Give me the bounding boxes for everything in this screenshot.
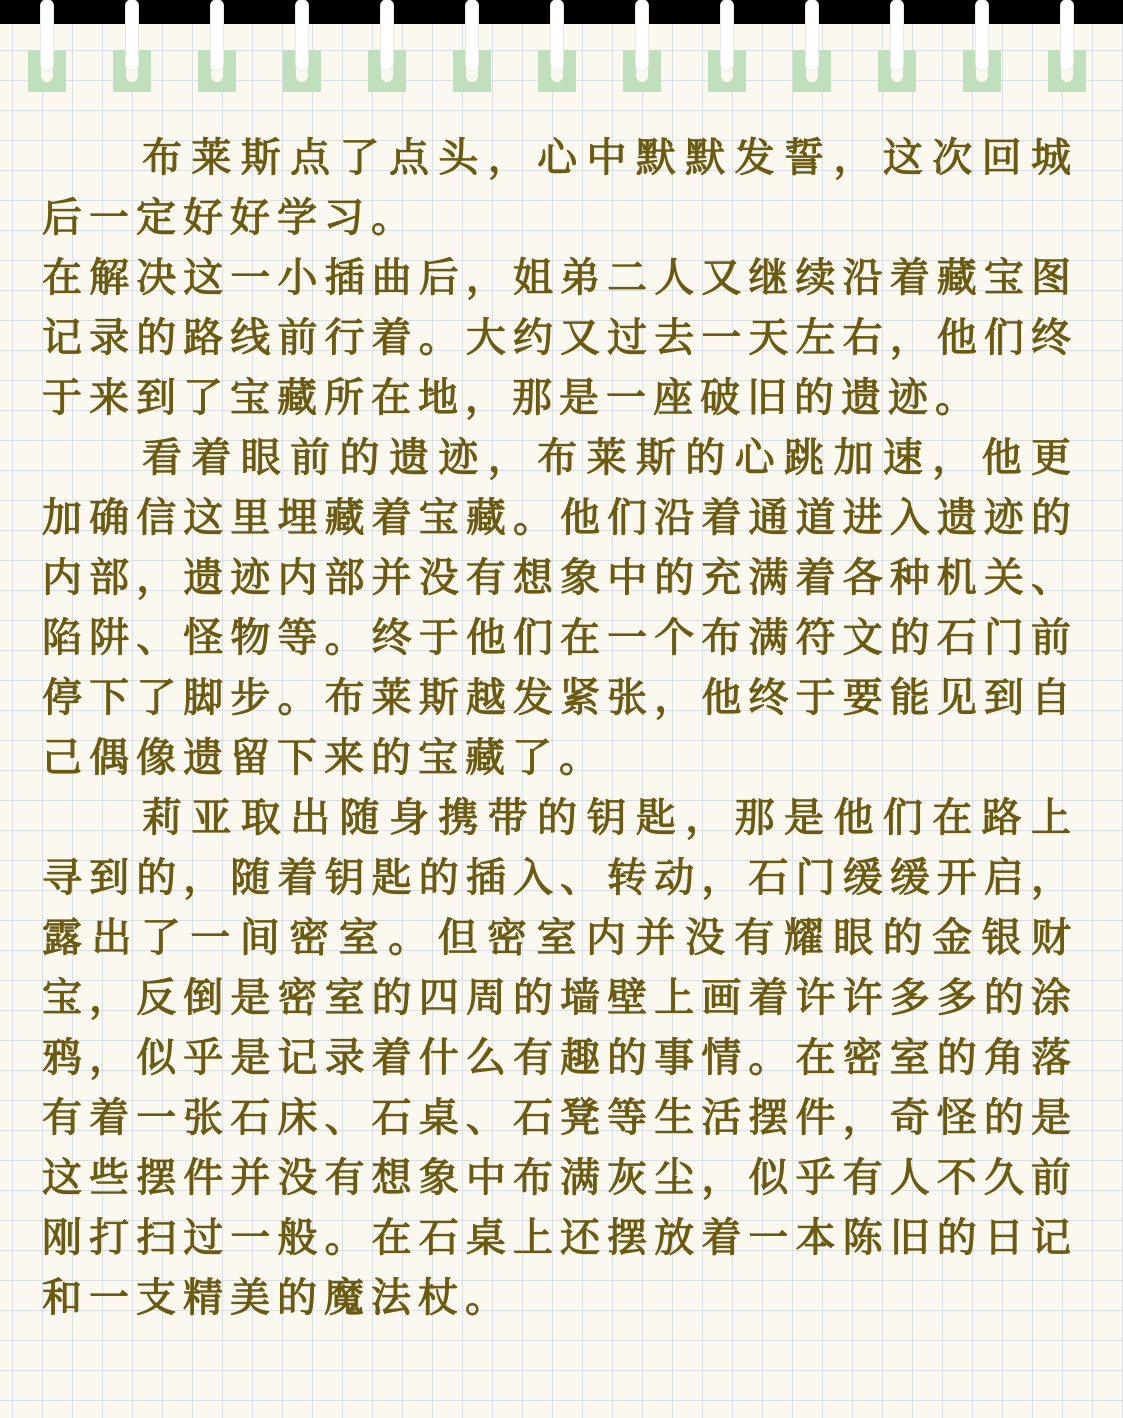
binding-ring <box>41 0 53 70</box>
paragraph: 看着眼前的遗迹，布莱斯的心跳加速，他更加确信这里埋藏着宝藏。他们沿着通道进入遗迹的内部，遗迹内部并没有想象中的充满着各种机关、陷阱、怪物等。终于他们在一个布满符文的石门前停下了脚步。布莱斯越发紧张，他终于要能见到自己偶像遗留下来的宝藏了。 <box>42 434 1078 781</box>
binding-ring <box>466 0 478 70</box>
binding-ring <box>296 0 308 70</box>
binding-ring <box>126 0 138 70</box>
paragraph: 莉亚取出随身携带的钥匙，那是他们在路上寻到的，随着钥匙的插入、转动，石门缓缓开启，露出了一间密室。但密室内并没有耀眼的金银财宝，反倒是密室的四周的墙壁上画着许许多多的涂鸦，似乎是记录着什么有趣的事情。在密室的角落有着一张石床、石桌、石凳等生活摆件，奇怪的是这些摆件并没有想象中布满灰尘，似乎有人不久前刚打扫过一般。在石桌上还摆放着一本陈旧的日记和一支精美的魔法杖。 <box>42 794 1078 1321</box>
binding-ring <box>891 0 903 70</box>
story-text <box>42 128 1078 1328</box>
paragraph: 在解决这一小插曲后，姐弟二人又继续沿着藏宝图记录的路线前行着。大约又过去一天左右，他们终于来到了宝藏所在地，那是一座破旧的遗迹。 <box>42 254 1078 421</box>
binding-ring <box>211 0 223 70</box>
spiral-binding <box>0 0 1123 100</box>
binding-ring <box>1061 0 1073 70</box>
paragraph: 布莱斯点了点头，心中默默发誓，这次回城后一定好好学习。 <box>42 134 1078 241</box>
binding-ring <box>381 0 393 70</box>
binding-ring <box>806 0 818 70</box>
binding-ring <box>976 0 988 70</box>
binding-ring <box>636 0 648 70</box>
binding-ring <box>721 0 733 70</box>
binding-ring <box>551 0 563 70</box>
